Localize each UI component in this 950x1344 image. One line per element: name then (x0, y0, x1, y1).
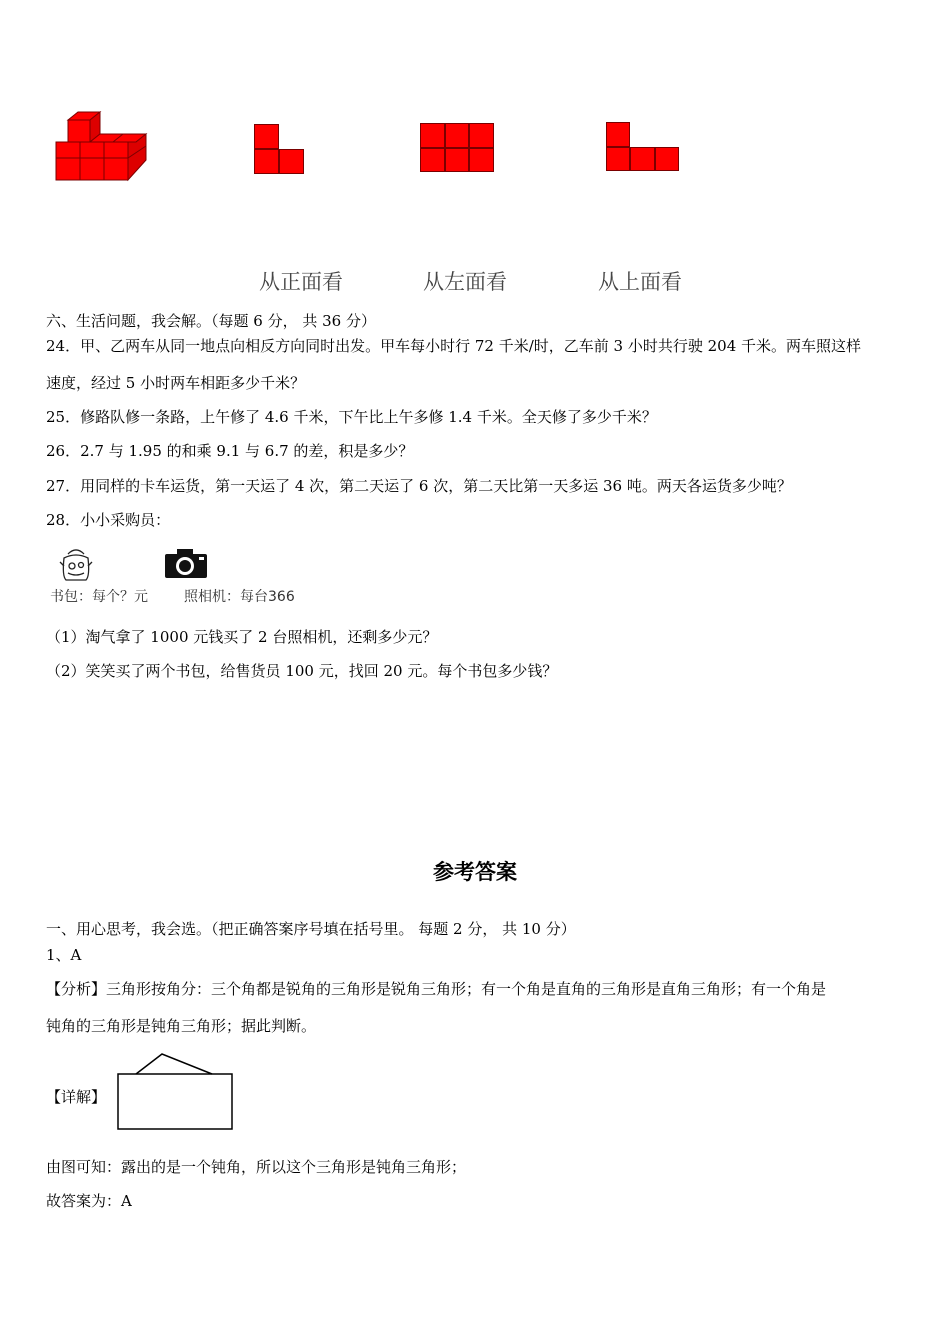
view-caption-left: 从左面看 (423, 270, 507, 294)
question-25: 25．修路队修一条路，上午修了 4.6 千米，下午比上午多修 1.4 千米。全天修了多少千米？ (46, 408, 657, 426)
analysis-line2: 钝角的三角形是钝角三角形；据此判断。 (46, 1017, 317, 1035)
question-28-part2: （2）笑笑买了两个书包，给售货员 100 元，找回 20 元。每个书包多少钱？ (46, 662, 558, 680)
obtuse-triangle-diagram (116, 1051, 236, 1131)
answers-title: 参考答案 (433, 859, 517, 884)
front-view-shape (254, 124, 304, 174)
camera-icon (163, 547, 209, 580)
answer-1: 1、A (46, 946, 82, 964)
question-27: 27．用同样的卡车运货，第一天运了 4 次，第二天运了 6 次，第二天比第一天多运 36 吨。两天各运货多少吨？ (46, 477, 792, 495)
analysis-line1: 【分析】三角形按角分：三个角都是锐角的三角形是锐角三角形；有一个角是直角的三角形是直角三角形；有一个角是 (46, 980, 827, 998)
question-24-line1: 24．甲、乙两车从同一地点向相反方向同时出发。甲车每小时行 72 千米/时，乙车前 3 小时共行驶 204 千米。两车照这样 (46, 337, 862, 355)
view-caption-top: 从上面看 (598, 270, 682, 294)
backpack-icon (56, 546, 96, 584)
top-view-shape (606, 122, 679, 171)
question-28: 28．小小采购员： (46, 511, 171, 529)
left-view-shape (420, 123, 494, 172)
detail-label: 【详解】 (46, 1088, 107, 1106)
question-26: 26．2.7 与 1.95 的和乘 9.1 与 6.7 的差，积是多少？ (46, 442, 414, 460)
backpack-price-label: 书包：每个？元 (50, 589, 148, 605)
view-caption-front: 从正面看 (259, 270, 343, 294)
camera-price-label: 照相机：每台366 (184, 589, 295, 605)
question-28-part1: （1）淘气拿了 1000 元钱买了 2 台照相机，还剩多少元？ (46, 628, 438, 646)
section6-heading: 六、生活问题，我会解。（每题 6 分， 共 36 分） (46, 312, 376, 330)
cube-solid-figure (54, 110, 150, 182)
conclusion-line: 由图可知：露出的是一个钝角，所以这个三角形是钝角三角形； (46, 1158, 467, 1176)
final-answer-line: 故答案为：A (46, 1192, 132, 1210)
question-24-line2: 速度，经过 5 小时两车相距多少千米？ (46, 374, 306, 392)
answers-section1-heading: 一、用心思考，我会选。（把正确答案序号填在括号里。 每题 2 分， 共 10 分） (46, 920, 576, 938)
